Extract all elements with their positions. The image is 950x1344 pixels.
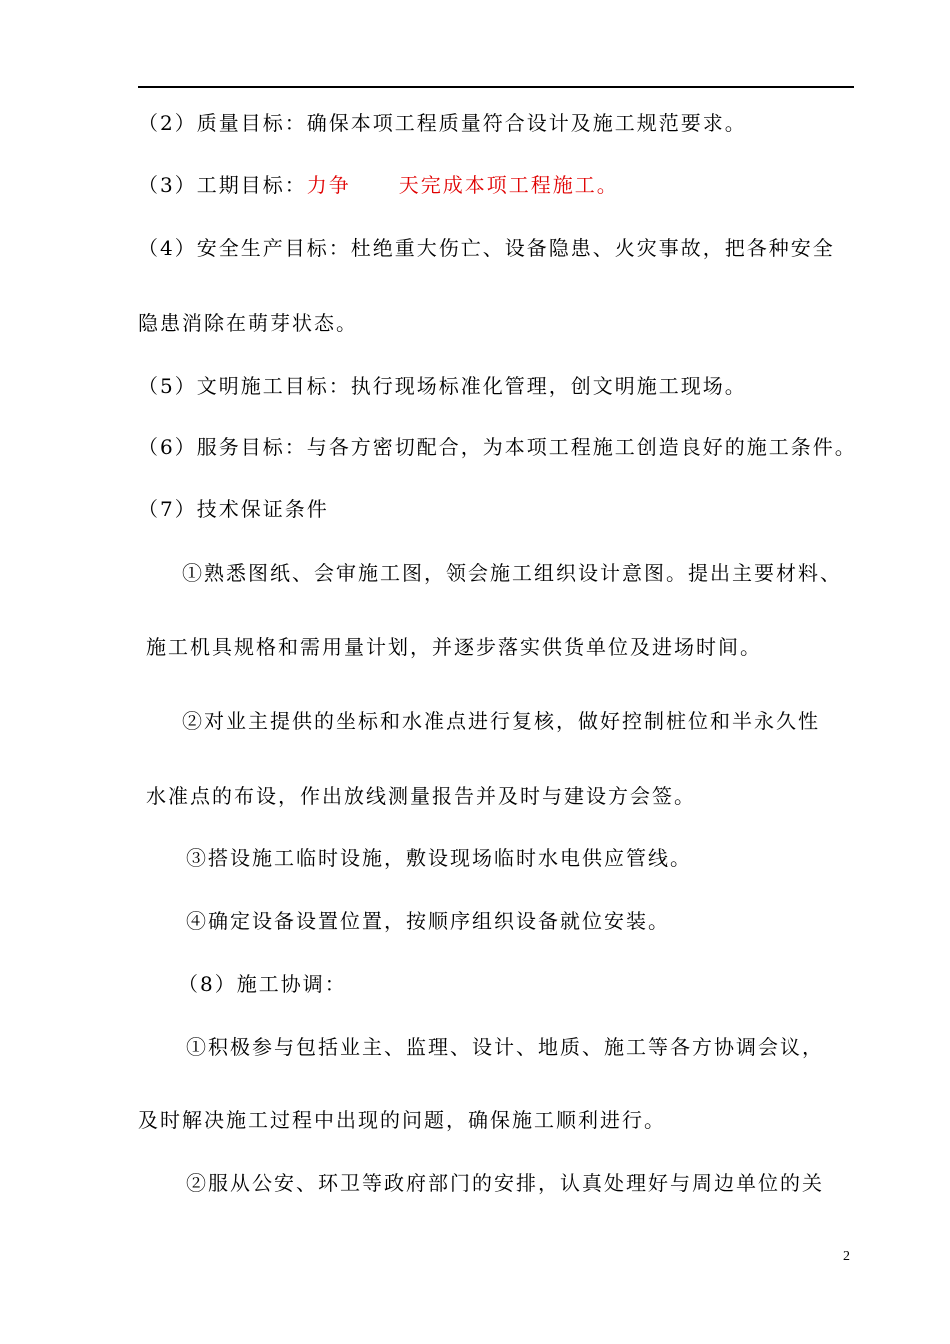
- heading-coordination: （8）施工协调：: [178, 972, 347, 996]
- paragraph-schedule-goal: [138, 173, 619, 197]
- header-rule: [138, 86, 854, 88]
- schedule-goal-red-b: 天完成本项工程施工。: [398, 173, 619, 197]
- item-tech-3: ③搭设施工临时设施，敷设现场临时水电供应管线。: [186, 846, 692, 870]
- paragraph-civilized-goal: （5）文明施工目标：执行现场标准化管理，创文明施工现场。: [138, 374, 747, 398]
- heading-tech-conditions: （7）技术保证条件: [138, 497, 329, 521]
- item-tech-2-cont: 水准点的布设，作出放线测量报告并及时与建设方会签。: [146, 784, 696, 808]
- item-tech-1: ①熟悉图纸、会审施工图，领会施工组织设计意图。提出主要材料、: [182, 561, 842, 585]
- paragraph-safety-goal-cont: 隐患消除在萌芽状态。: [138, 311, 358, 335]
- page-number: 2: [843, 1249, 850, 1264]
- schedule-goal-label: （3）工期目标：: [138, 173, 307, 197]
- item-coord-1-cont: 及时解决施工过程中出现的问题，确保施工顺利进行。: [138, 1108, 666, 1132]
- item-tech-1-cont: 施工机具规格和需用量计划，并逐步落实供货单位及进场时间。: [146, 635, 762, 659]
- paragraph-safety-goal: （4）安全生产目标：杜绝重大伤亡、设备隐患、火灾事故，把各种安全: [138, 236, 835, 260]
- item-coord-2: ②服从公安、环卫等政府部门的安排，认真处理好与周边单位的关: [186, 1171, 824, 1195]
- paragraph-service-goal: （6）服务目标：与各方密切配合，为本项工程施工创造良好的施工条件。: [138, 435, 857, 459]
- item-tech-2: ②对业主提供的坐标和水准点进行复核，做好控制桩位和半永久性: [182, 709, 820, 733]
- item-tech-4: ④确定设备设置位置，按顺序组织设备就位安装。: [186, 909, 670, 933]
- schedule-goal-red-a: 力争: [306, 173, 351, 197]
- item-coord-1: ①积极参与包括业主、监理、设计、地质、施工等各方协调会议，: [186, 1035, 824, 1059]
- paragraph-quality-goal: （2）质量目标：确保本项工程质量符合设计及施工规范要求。: [138, 111, 747, 135]
